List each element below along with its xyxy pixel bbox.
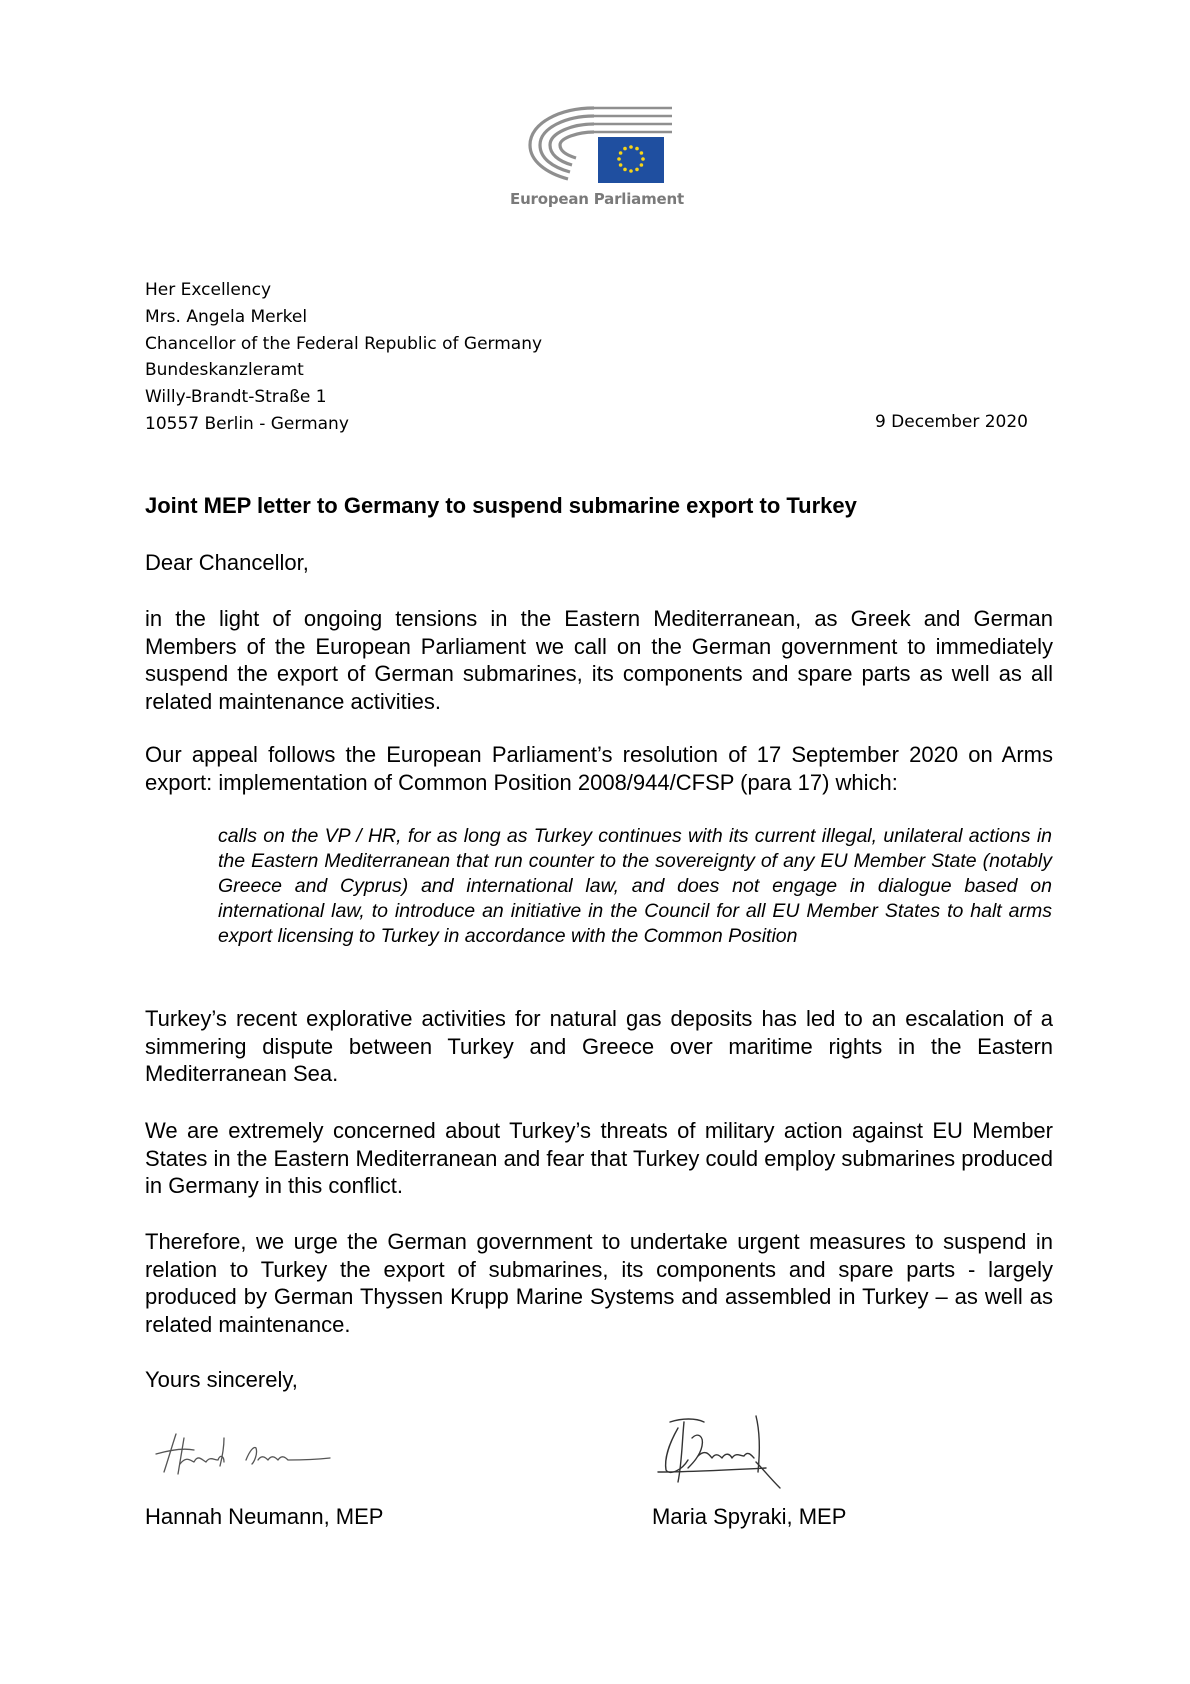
body-paragraph: Our appeal follows the European Parliament’s resolution of 17 September 2020 on Arms export: implementation of Common Position 2008/944/CFSP (para 17) which: — [145, 742, 1053, 795]
recipient-address — [145, 277, 542, 438]
closing: Yours sincerely, — [145, 1367, 298, 1392]
address-line: Chancellor of the Federal Republic of Germany — [145, 333, 543, 354]
body-paragraph: in the light of ongoing tensions in the Eastern Mediterranean, as Greek and German Members of the European Parliament we call on the German government to immediately suspend the export of German submarines, its components and spare parts as well as all related maintenance activities. — [145, 606, 1053, 714]
signature-spyraki-icon — [648, 1412, 788, 1494]
letter-date: 9 December 2020 — [874, 412, 1028, 432]
address-line: Mrs. Angela Merkel — [145, 306, 308, 327]
address-line: Willy-Brandt-Straße 1 — [145, 387, 327, 408]
signatory-name: Maria Spyraki, MEP — [652, 1504, 847, 1529]
address-line: 10557 Berlin - Germany — [145, 413, 349, 434]
logo-caption: European Parliament — [510, 190, 684, 208]
address-line: Her Excellency — [145, 280, 272, 300]
body-paragraph: Therefore, we urge the German government to undertake urgent measures to suspend in relation to Turkey the export of submarines, its components and spare parts - largely produced by German Thyssen Krupp Marine Systems and assembled in Turkey – as well as related maintenance. — [145, 1229, 1053, 1337]
body-paragraph: Turkey’s recent explorative activities for natural gas deposits has led to an escalation of a simmering dispute between Turkey and Greece over maritime rights in the Eastern Mediterranean Sea. — [145, 1006, 1053, 1086]
address-line: Bundeskanzleramt — [145, 360, 304, 381]
signature-neumann-icon — [150, 1420, 340, 1484]
signatory-name: Hannah Neumann, MEP — [145, 1504, 384, 1529]
letter-subject: Joint MEP letter to Germany to suspend submarine export to Turkey — [145, 493, 857, 518]
resolution-quote: calls on the VP / HR, for as long as Turkey continues with its current illegal, unilateral actions in the Eastern Mediterranean that run counter to the sovereignty of any EU Member State (notably Greece and Cyprus) and international law, and does not engage in dialogue based on international law, to introduce an initiative in the Council for all EU Member States to halt arms export licensing to Turkey in accordance with the Common Position — [218, 825, 1052, 947]
salutation: Dear Chancellor, — [145, 550, 309, 575]
body-paragraph: We are extremely concerned about Turkey’s threats of military action against EU Member States in the Eastern Mediterranean and fear that Turkey could employ submarines produced in Germany in this conflict. — [145, 1118, 1053, 1198]
